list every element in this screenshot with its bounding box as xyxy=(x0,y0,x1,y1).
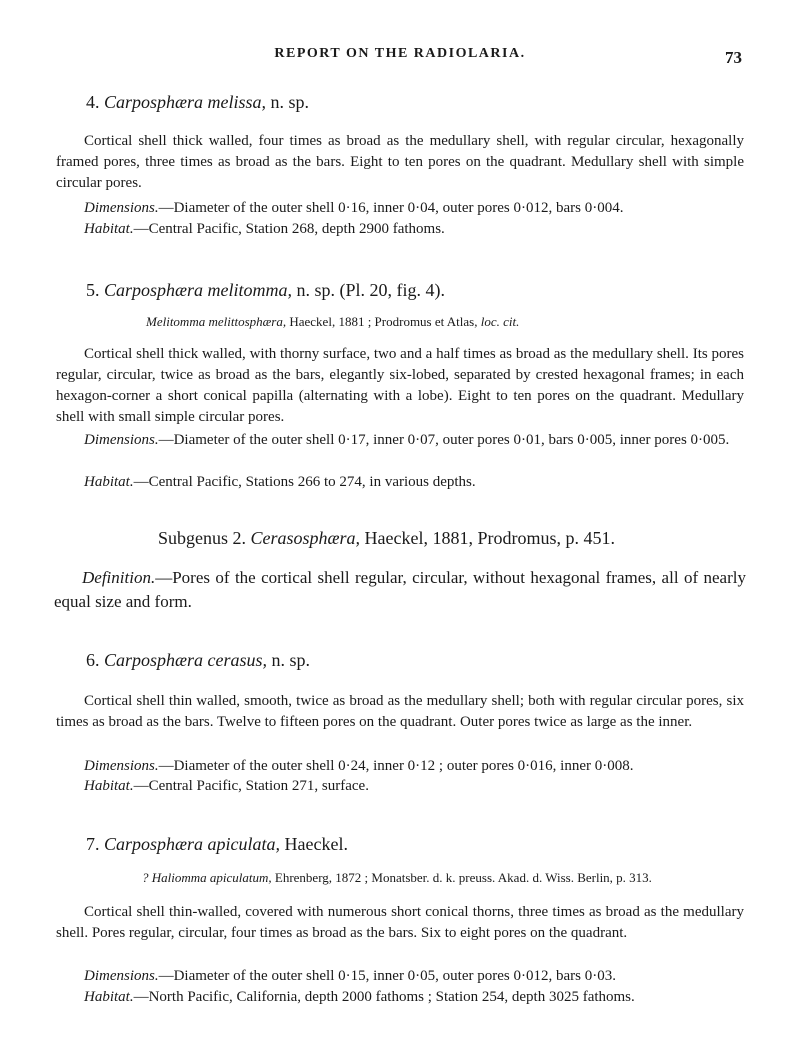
species-4-number: 4. xyxy=(86,92,100,112)
species-7-synonym-name: ? Haliomma apiculatum, xyxy=(142,870,272,885)
page-number: 73 xyxy=(725,48,742,67)
species-6-dimensions-label: Dimensions. xyxy=(84,758,159,774)
species-5-synonym-author: Haeckel, 1881 ; Prodromus et Atlas, xyxy=(289,314,478,329)
species-7-habitat xyxy=(84,987,744,1008)
species-7-name: Carposphæra apiculata, xyxy=(104,834,281,854)
species-6-habitat-label: Habitat. xyxy=(84,778,134,794)
species-5-dimensions-text: —Diameter of the outer shell 0·17, inner 0·07, outer pores 0·01, bars 0·005, inner pores 0·005. xyxy=(158,432,730,448)
species-4-description: Cortical shell thick walled, four times as broad as the medullary shell, with regular circular, hexagonally framed pores, three times as broad as the bars. Eight to ten pores on the quadrant. Medullary shell with simple circular pores. xyxy=(56,133,744,191)
subgenus-name: Cerasosphæra, xyxy=(250,528,361,548)
subgenus-definition-text: —Pores of the cortical shell regular, circular, without hexagonal frames, all of nearly equal size and form. xyxy=(54,568,746,611)
species-7-synonym-author: Ehrenberg, 1872 ; Monatsber. d. k. preuss. Akad. d. Wiss. Berlin, p. 313. xyxy=(274,870,652,885)
species-5-suffix: n. sp. xyxy=(296,280,336,300)
running-title: REPORT ON THE RADIOLARIA. xyxy=(274,46,526,61)
species-5-synonym xyxy=(146,314,746,330)
species-4-name: Carposphæra melissa, xyxy=(104,92,267,112)
species-6-habitat xyxy=(84,776,744,797)
species-7-dimensions-label: Dimensions. xyxy=(84,968,159,984)
species-5-description: Cortical shell thick walled, with thorny surface, two and a half times as broad as the medullary shell. Its pores regular, circular, twice as broad as the bars, elegantly six-lobed, separated by crested hexagonal frames; in each hexagon-corner a short conical papilla (alternating with a lobe). Eight to ten pores on the quadrant. Medullary shell with small simple circular pores. xyxy=(56,346,744,425)
species-4-habitat-text: —Central Pacific, Station 268, depth 2900 fathoms. xyxy=(133,221,445,237)
species-5-habitat-text: —Central Pacific, Stations 266 to 274, in various depths. xyxy=(133,474,476,490)
species-4-habitat-label: Habitat. xyxy=(84,221,134,237)
species-4-dimensions-label: Dimensions. xyxy=(84,200,159,216)
species-5-habitat-label: Habitat. xyxy=(84,474,134,490)
species-7-dimensions-text: —Diameter of the outer shell 0·15, inner 0·05, outer pores 0·012, bars 0·03. xyxy=(158,968,616,984)
species-5-number: 5. xyxy=(86,280,100,300)
subgenus-heading xyxy=(158,528,615,549)
subgenus-rest: Haeckel, 1881, Prodromus, p. 451. xyxy=(364,528,616,548)
species-7-habitat-label: Habitat. xyxy=(84,989,134,1005)
species-6-heading xyxy=(86,650,310,671)
species-5-synonym-cit: loc. cit. xyxy=(480,314,520,329)
species-7-synonym xyxy=(142,870,746,886)
species-5-synonym-name: Melitomma melittosphæra, xyxy=(146,314,287,329)
species-5-name: Carposphæra melitomma, xyxy=(104,280,293,300)
species-5-plate-ref: (Pl. 20, fig. 4). xyxy=(339,280,446,300)
species-5-heading xyxy=(86,280,445,301)
species-4-suffix: n. sp. xyxy=(270,92,310,112)
subgenus-prefix: Subgenus 2. xyxy=(158,528,247,548)
subgenus-definition xyxy=(54,566,746,614)
species-7-dimensions xyxy=(84,966,744,987)
species-7-suffix: Haeckel. xyxy=(284,834,348,854)
species-6-number: 6. xyxy=(86,650,100,670)
species-4-heading xyxy=(86,92,309,113)
species-6-description: Cortical shell thin walled, smooth, twice as broad as the medullary shell; both with regular circular pores, six times as broad as the bars. Twelve to fifteen pores on the quadrant. Outer pores twice as large as the inner. xyxy=(56,693,744,730)
species-5-habitat xyxy=(84,472,744,493)
species-6-dimensions xyxy=(84,756,744,777)
species-6-suffix: n. sp. xyxy=(271,650,311,670)
species-6-dimensions-text: —Diameter of the outer shell 0·24, inner 0·12 ; outer pores 0·016, inner 0·008. xyxy=(158,758,634,774)
subgenus-definition-label: Definition. xyxy=(82,568,156,587)
species-6-habitat-text: —Central Pacific, Station 271, surface. xyxy=(133,778,369,794)
species-6-name: Carposphæra cerasus, xyxy=(104,650,268,670)
species-7-habitat-text: —North Pacific, California, depth 2000 fathoms ; Station 254, depth 3025 fathoms. xyxy=(133,989,635,1005)
species-4-habitat xyxy=(84,219,744,240)
species-4-dimensions xyxy=(84,198,744,219)
species-5-dimensions xyxy=(56,430,744,451)
species-7-heading xyxy=(86,834,348,855)
species-5-dimensions-label: Dimensions. xyxy=(84,432,159,448)
species-7-number: 7. xyxy=(86,834,100,854)
species-4-dimensions-text: —Diameter of the outer shell 0·16, inner 0·04, outer pores 0·012, bars 0·004. xyxy=(158,200,624,216)
species-7-description: Cortical shell thin-walled, covered with numerous short conical thorns, three times as broad as the medullary shell. Pores regular, circular, four times as broad as the bars. Six to eight pores on the quadrant. xyxy=(56,904,744,941)
